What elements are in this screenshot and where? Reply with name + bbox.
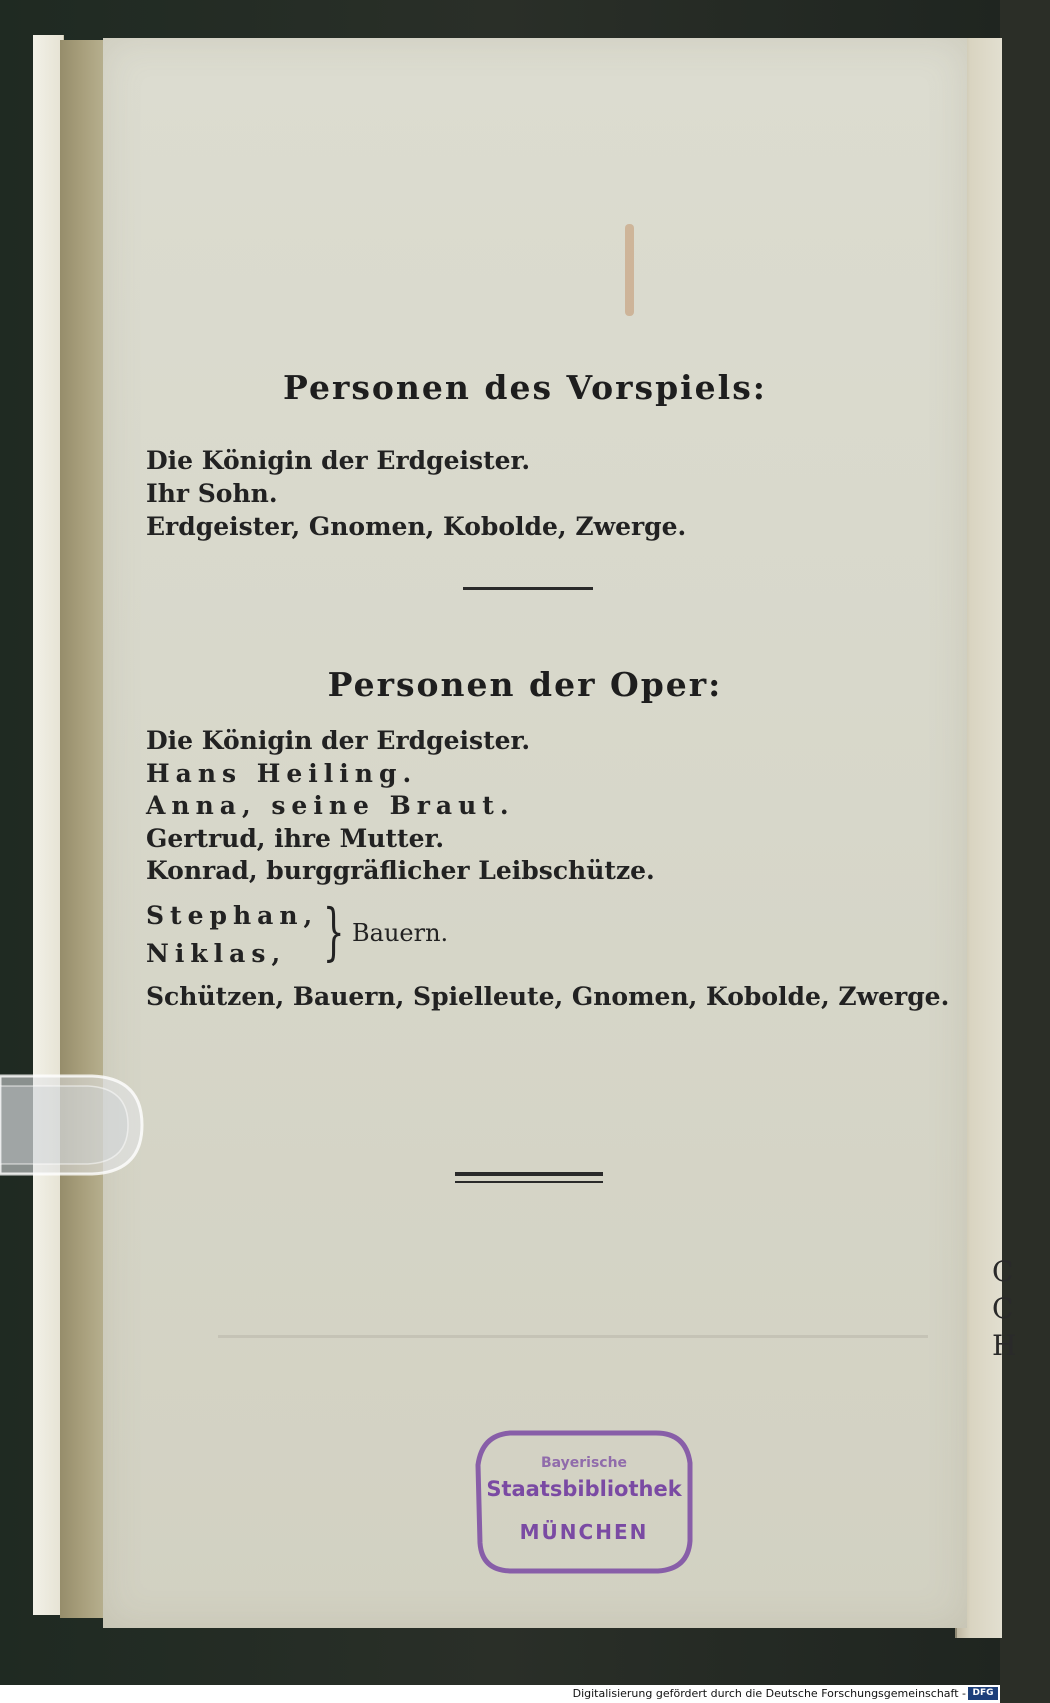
cast-entry: Die Königin der Erdgeister. [146,446,531,475]
cast-entry: Hans Heiling. [146,758,418,788]
end-rule-thick [455,1172,603,1176]
stamp-line-1: Bayerische [540,1455,628,1471]
brace-glyph: } [322,895,345,968]
farmers-label: Bauern. [352,919,449,947]
stamp-frame-icon [470,1425,698,1577]
cast-entry: Ihr Sohn. [146,479,278,508]
footer-credit: Digitalisierung gefördert durch die Deutsche Forschungsgemeinschaft - [572,1687,966,1700]
next-page-glyph: C [992,1292,1014,1325]
clip-icon [0,1070,150,1180]
prelude-cast-list [146,446,686,545]
cast-entry-niklas: Niklas, [146,939,287,968]
page-clip [0,1070,150,1180]
cast-entry: Die Königin der Erdgeister. [146,726,531,755]
section-divider [463,587,593,590]
cast-entry: Konrad, burggräflicher Leibschütze. [146,856,655,885]
cast-entry-stephan: Stephan, [146,901,319,930]
opera-heading: Personen der Oper: [327,665,723,704]
stamp-line-2: Staatsbibliothek [486,1477,682,1501]
page-stain [625,224,634,316]
end-rule-thin [455,1181,603,1183]
library-stamp [470,1425,698,1577]
dfg-logo: DFG [968,1687,998,1700]
cast-entry: Erdgeister, Gnomen, Kobolde, Zwerge. [146,512,687,541]
next-page-glyph: H [992,1329,1017,1362]
next-page-glyph: C [992,1255,1014,1288]
stamp-line-3: MÜNCHEN [519,1520,649,1544]
chorus-entry: Schützen, Bauern, Spielleute, Gnomen, Kobolde, Zwerge. [146,982,950,1011]
binding-edge [60,40,105,1618]
show-through-rule [218,1335,928,1338]
cast-entry: Anna, seine Braut. [146,791,515,820]
cast-entry: Gertrud, ihre Mutter. [146,823,445,853]
opera-cast-list [146,726,655,889]
prelude-heading: Personen des Vorspiels: [283,368,767,407]
